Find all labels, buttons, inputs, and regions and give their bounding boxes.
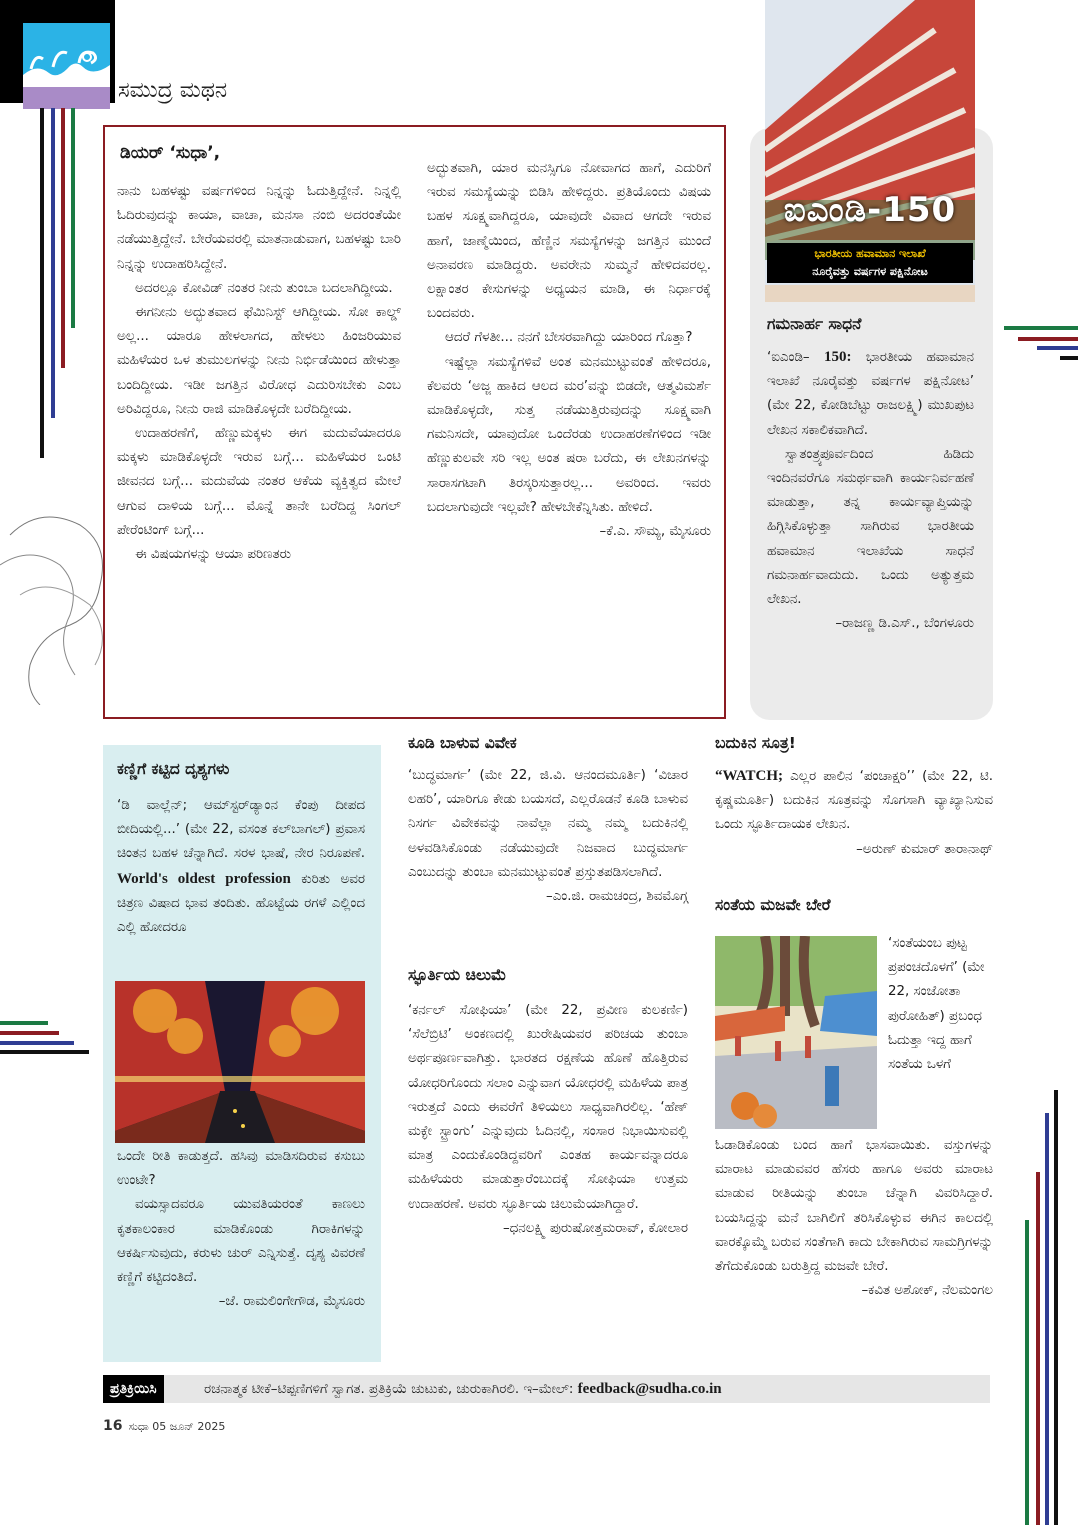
section-title: ಸಮುದ್ರ ಮಥನ [118,78,228,103]
kannige-signature: –ಜೆ. ರಾಮಲಿಂಗೇಗೌಡ, ಮೈಸೂರು [218,1294,365,1310]
imd-paragraph-text: ಭಾರತೀಯ ಹವಾಮಾನ ಇಲಾಖೆ ನೂರೈವತ್ತು ವರ್ಷಗಳ ಪಕ್ಷಿನೋಟ’ (ಮೇ 22, ಕೋಡಿಬೆಟ್ಟು ರಾಜಲಕ್ಷ್ಮಿ) ಮುಖಪುಟ ಲೇಖನ ಸಕಾಲಿಕವಾಗಿದೆ. [767,350,974,438]
baduku-signature: –ಅರುಣ್ ಕುಮಾರ್ ತಾರಾನಾಥ್ [856,841,993,857]
letter-paragraph: ಇಷ್ಟೆಲ್ಲಾ ಸಮಸ್ಯೆಗಳಿವೆ ಅಂತ ಮನಮುಟ್ಟುವಂತೆ ಹೇಳಿದರೂ, ಕೆಲವರು ‘ಅಜ್ಜ ಹಾಕಿದ ಆಲದ ಮರ’ವನ್ನು ಬಿಡದೇ, ಆತ್ಮವಿಮರ್ಶೆ ಮಾಡಿಕೊಳ್ಳದೇ, ಸುತ್ತ ನಡೆಯುತ್ತಿರುವುದನ್ನು ಸೂಕ್ಷ್ಮವಾಗಿ ಗಮನಿಸದೇ, ಯಾವುದೋ ಒಂದೆರಡು ಉದಾಹರಣೆಗಳಿಂದ ಇಡೀ ಹೆಣ್ಣುಕುಲವೇ ಸರಿ ಇಲ್ಲ ಅಂತ ಷರಾ ಬರೆದು, ಈ ಲೇಖನಗಳನ್ನು ಸಾರಾಸಗಟಾಗಿ ತಿರಸ್ಕರಿಸುತ್ತಾರಲ್ಲ... ಅವರಿಂದ. ಇವರು ಬದಲಾಗುವುದೇ ಇಲ್ಲವೇ? ಹೇಳಬೇಕೆನ್ನಿಸಿತು. ಹೇಳಿದೆ. [427,354,711,515]
imd-image-title: ಐಎಂಡಿ-150 [783,190,957,230]
imd-caption-line1: ಭಾರತೀಯ ಹವಾಮಾನ ಇಲಾಖೆ [814,247,926,260]
decor-line-red [1036,1172,1040,1525]
kannige-paragraph: ವಯಸ್ಸಾದವರೂ ಯುವತಿಯರಂತೆ ಕಾಣಲು ಕೃತಕಾಲಂಕಾರ ಮಾಡಿಕೊಂಡು ಗಿರಾಕಿಗಳನ್ನು ಆಕರ್ಷಿಸುವುದು, ಕರುಳು ಚುರ್ ಎನ್ನಿಸುತ್ತೆ. ದೃಶ್ಯ ವಿವರಣೆ ಕಣ್ಣಿಗೆ ಕಟ್ಟಿದಂತಿದೆ. [117,1197,365,1286]
koodi-body [408,764,688,909]
decor-line-black [1054,1090,1058,1525]
letter-column-2 [427,157,711,544]
decor-line-black [0,1050,89,1054]
kannige-paragraph: ಒಂದೇ ರೀತಿ ಕಾಡುತ್ತದೆ. ಹಸಿವು ಮಾಡಿಸದಿರುವ ಕಸುಬು ಉಂಟೇ? [117,1149,365,1189]
kannige-heading: ಕಣ್ಣಿಗೆ ಕಟ್ಟಿದ ದೃಶ್ಯಗಳು [117,760,230,778]
issue-date: ಸುಧಾ 05 ಜೂನ್ 2025 [128,1420,226,1433]
kannige-paragraph [117,794,365,940]
santhe-side-text [888,932,993,1077]
santhe-paragraph: ಓಡಾಡಿಕೊಂಡು ಬಂದ ಹಾಗೆ ಭಾಸವಾಯಿತು. ವಸ್ತುಗಳನ್ನು ಮಾರಾಟ ಮಾಡುವವರ ಹೆಸರು ಹಾಗೂ ಅವರು ಮಾರಾಟ ಮಾಡುವ ರೀತಿಯನ್ನು ತುಂಬಾ ಚೆನ್ನಾಗಿ ವಿವರಿಸಿದ್ದಾರೆ. ಬಯಸಿದ್ದನ್ನು ಮನೆ ಬಾಗಿಲಿಗೆ ತರಿಸಿಕೊಳ್ಳುವ ಈಗಿನ ಕಾಲದಲ್ಲಿ ವಾರಕ್ಕೊಮ್ಮೆ ಬರುವ ಸಂತೆಗಾಗಿ ಕಾದು ಬೇಕಾಗಿರುವ ಸಾಮಗ್ರಿಗಳನ್ನು ತೆಗೆದುಕೊಂಡು ಬರುತ್ತಿದ್ದ ಮಜವೇ ಬೇರೆ. [715,1138,993,1275]
letter-paragraph: ಆದರೆ ಗೆಳತೀ... ನನಗೆ ಬೇಸರವಾಗಿದ್ದು ಯಾರಿಂದ ಗೊತ್ತಾ? [445,330,693,346]
kannige-text: ಕುರಿತು ಅವರ ಚಿತ್ರಣ ವಿಷಾದ ಭಾವ ತಂದಿತು. ಹೊಟ್ಟೆಯ ರಗಳೆ ಎಲ್ಲಿಂದ ಎಲ್ಲಿ ಹೋದರೂ [117,871,365,936]
decor-line-green [0,1021,48,1025]
imd-image-caption [767,243,973,283]
kannige-body [117,794,365,940]
decor-line-green [1025,1220,1029,1525]
koodi-signature: –ಎಂ.ಜಿ. ರಾಮಚಂದ್ರ, ಶಿವಮೊಗ್ಗ [546,889,688,905]
koodi-heading: ಕೂಡಿ ಬಾಳುವ ವಿವೇಕ [408,734,517,752]
baduku-text: ಎಲ್ಲರ ಪಾಲಿನ ‘ಪಂಚಾಕ್ಷರಿ’’ (ಮೇ 22, ಟಿ. ಕೃಷ್ಣಮೂರ್ತಿ) ಬದುಕಿನ ಸೂತ್ರವನ್ನು ಸೊಗಸಾಗಿ ವ್ಯಾಖ್ಯಾನಿಸುವ ಒಂದು ಸ್ಫೂರ್ತಿದಾಯಕ ಲೇಖನ. [715,769,993,833]
sphoorti-heading: ಸ್ಫೂರ್ತಿಯ ಚಿಲುಮೆ [408,966,507,984]
feedback-email-link[interactable]: feedback@sudha.co.in [577,1381,722,1397]
koodi-paragraph: ‘ಬುದ್ಧಮಾರ್ಗ’ (ಮೇ 22, ಜಿ.ವಿ. ಆನಂದಮೂರ್ತಿ) ‘ವಿಚಾರ ಲಹರಿ’, ಯಾರಿಗೂ ಕೇಡು ಬಯಸದೆ, ಎಲ್ಲರೊಡನೆ ಕೂಡಿ ಬಾಳುವ ನಿಸರ್ಗ ವಿವೇಕವನ್ನು ನಾವೆಲ್ಲಾ ನಮ್ಮ ನಮ್ಮ ಬದುಕಿನಲ್ಲಿ ಅಳವಡಿಸಿಕೊಂಡು ನಡೆಯುವುದೇ ನಿಜವಾದ ಬುದ್ಧಮಾರ್ಗ ಎಂಬುದನ್ನು ತುಂಬಾ ಮನಮುಟ್ಟುವಂತೆ ಪ್ರಸ್ತುತಪಡಿಸಲಾಗಿದೆ. [408,768,688,880]
decor-line-blue [51,108,55,418]
imd-building-image [765,0,975,302]
santhe-heading: ಸಂತೆಯ ಮಜವೇ ಬೇರೆ [715,896,831,914]
letter-paragraph: ಅದ್ಭುತವಾಗಿ, ಯಾರ ಮನಸ್ಸಿಗೂ ನೋವಾಗದ ಹಾಗೆ, ಎದುರಿಗೆ ಇರುವ ಸಮಸ್ಯೆಯನ್ನು ಬಿಡಿಸಿ ಹೇಳಿದ್ದರು. ಪ್ರತಿಯೊಂದು ವಿಷಯ ಬಹಳ ಸೂಕ್ಷ್ಮವಾಗಿದ್ದರೂ, ಯಾವುದೇ ವಿವಾದ ಆಗದೇ ಇರುವ ಹಾಗೆ, ಜಾಣ್ಮೆಯಿಂದ, ಹೆಣ್ಣಿನ ಸಮಸ್ಯೆಗಳನ್ನು ಜಗತ್ತಿನ ಮುಂದೆ ಅನಾವರಣ ಮಾಡಿದ್ದರು. ಅವರೇನು ಸುಮ್ಮನೆ ಹೇಳಿದವರಲ್ಲ. ಲಕ್ಷಾಂತರ ಕೇಸುಗಳನ್ನು ಅಧ್ಯಯನ ಮಾಡಿ, ಈ ನಿರ್ಧಾರಕ್ಕೆ ಬಂದವರು. [427,161,711,322]
imd-signature: –ರಾಜಣ್ಣ ಡಿ.ಎಸ್., ಬೆಂಗಳೂರು [835,616,974,632]
letter-paragraph: ಅದರಲ್ಲೂ ಕೋವಿಡ್ ನಂತರ ನೀನು ತುಂಬಾ ಬದಲಾಗಿದ್ದೀಯ. [135,280,393,296]
letter-paragraph: ಈಗನೀನು ಅದ್ಭುತವಾದ ಫೆಮಿನಿಸ್ಟ್ ಆಗಿದ್ದೀಯ. ಸೋ ಕಾಲ್ಡ್ ಅಲ್ಲ... ಯಾರೂ ಹೇಳಲಾಗದ, ಹೇಳಲು ಹಿಂಜರಿಯುವ ಮಹಿಳೆಯರ ಒಳ ತುಮುಲಗಳನ್ನು ನೀನು ನಿರ್ಭಿಡೆಯಿಂದ ಹೇಳುತ್ತಾ ಬಂದಿದ್ದೀಯ. ಇಡೀ ಜಗತ್ತಿನ ವಿರೋಧ ಎದುರಿಸಬೇಕು ಎಂಬ ಅರಿವಿದ್ದರೂ, ನೀನು ರಾಜಿ ಮಾಡಿಕೊಳ್ಳದೇ ಬರೆದಿದ್ದೀಯ. [117,305,401,417]
letter-paragraph: ಈ ವಿಷಯಗಳನ್ನು ಆಯಾ ಪರಿಣತರು [135,547,291,563]
kannige-english-phrase: World's oldest profession [117,870,291,887]
imd-heading: ಗಮನಾರ್ಹ ಸಾಧನೆ [767,315,862,333]
decor-line-blue [0,1041,74,1045]
line-sketch-illustration [0,505,112,705]
decor-line-red [61,108,65,368]
sphoorti-signature: –ಧನಲಕ್ಷ್ಮಿ ಪುರುಷೋತ್ತಮರಾವ್, ಕೋಲಾರ [502,1220,688,1236]
imd-paragraph [767,345,974,443]
decor-line-red [1018,337,1078,341]
kannige-body-cont [117,1145,365,1314]
baduku-body [715,764,993,862]
decor-line-green [1004,326,1078,330]
imd-body [767,345,974,636]
santhe-paragraph: ‘ಸಂತೆಯಂಬ ಪುಟ್ಟ ಪ್ರಪಂಚದೊಳಗೆ’ (ಮೇ 22, ಸಂಜೋತಾ ಪುರೋಹಿತ್) ಪ್ರಬಂಧ ಓದುತ್ತಾ ಇದ್ದ ಹಾಗೆ ಸಂತೆಯ ಒಳಗೆ [888,936,985,1073]
market-painting-image [715,936,877,1129]
decor-line-blue [1037,346,1078,350]
page-number: 16 [103,1418,123,1434]
baduku-heading: ಬದುಕಿನ ಸೂತ್ರ! [715,734,796,752]
letter-paragraph: ನಾನು ಬಹಳಷ್ಟು ವರ್ಷಗಳಿಂದ ನಿನ್ನನ್ನು ಓದುತ್ತಿದ್ದೇನೆ. ನಿನ್ನಲ್ಲಿ ಓದಿರುವುದನ್ನು ಕಾಯಾ, ವಾಚಾ, ಮನಸಾ ನಂಬಿ ಅದರಂತೆಯೇ ನಡೆಯುತ್ತಿದ್ದೇನೆ. ಬೇರೆಯವರಲ್ಲಿ ಮಾತನಾಡುವಾಗ, ಬಹಳಷ್ಟು ಬಾರಿ ನಿನ್ನನ್ನು ಉದಾಹರಿಸಿದ್ದೇನೆ. [117,184,401,272]
santhe-body [715,1134,993,1303]
decor-line-red [0,1031,59,1035]
letter-column-1 [117,180,401,567]
feedback-message: ರಚನಾತ್ಮಕ ಟೀಕೆ–ಟಿಪ್ಪಣಿಗಳಿಗೆ ಸ್ವಾಗತ. ಪ್ರತಿಕ್ರಿಯೆ ಚುಟುಕು, ಚುರುಕಾಗಿರಲಿ. ಇ–ಮೇಲ್: [204,1382,578,1397]
sphoorti-paragraph: ‘ಕರ್ನಲ್ ಸೋಫಿಯಾ’ (ಮೇ 22, ಪ್ರವೀಣ ಕುಲಕರ್ಣಿ) ‘ಸೆಲೆಬ್ರಿಟಿ’ ಅಂಕಣದಲ್ಲಿ ಖುರೇಷಿಯವರ ಪರಿಚಯ ತುಂಬಾ ಅರ್ಥಪೂರ್ಣವಾಗಿತ್ತು. ಭಾರತದ ರಕ್ಷಣೆಯ ಹೊಣೆ ಹೊತ್ತಿರುವ ಯೋಧರಿಗೊಂದು ಸಲಾಂ ಎನ್ನುವಾಗ ಯೋಧರಲ್ಲಿ ಮಹಿಳೆಯ ಪಾತ್ರ ಇರುತ್ತದೆ ಎಂದು ಈವರೆಗೆ ತಿಳಿಯಲು ಸಾಧ್ಯವಾಗಿರಲಿಲ್ಲ. ‘ಹೆಣ್ ಮಕ್ಳೇ ಸ್ಟ್ರಾಂಗು’ ಎನ್ನುವುದು ಓದಿನಲ್ಲಿ, ಸಂಸಾರ ನಿಭಾಯಿಸುವಲ್ಲಿ ಮಾತ್ರ ಎಂದುಕೊಂಡಿದ್ದವರಿಗೆ ಎಂತಹ ಕಾರ್ಯವನ್ನಾದರೂ ಮಹಿಳೆಯರು ಮಾಡುತ್ತಾರೆಂಬುದಕ್ಕೆ ಸೋಫಿಯಾ ಉತ್ತಮ ಉದಾಹರಣೆ. ಅವರು ಸ್ಫೂರ್ತಿಯ ಚಿಲುಮೆಯಾಗಿದ್ದಾರೆ. [408,1003,688,1212]
imd-caption-line2: ನೂರೈವತ್ತು ವರ್ಷಗಳ ಪಕ್ಷಿನೋಟ [812,265,928,278]
decor-line-black [1060,356,1078,360]
decor-line-blue [1045,1113,1049,1525]
feedback-text [204,1375,722,1404]
amsterdam-canal-image [115,981,365,1143]
letter-paragraph: ಉದಾಹರಣೆಗೆ, ಹೆಣ್ಣುಮಕ್ಕಳು ಈಗ ಮದುವೆಯಾದರೂ ಮಕ್ಕಳು ಮಾಡಿಕೊಳ್ಳದೇ ಇರುವ ಬಗ್ಗೆ... ಮಹಿಳೆಯರ ಒಂಟಿ ಜೀವನದ ಬಗ್ಗೆ... ಮದುವೆಯ ನಂತರ ಆಕೆಯ ವ್ಯಕ್ತಿತ್ವದ ಮೇಲೆ ಆಗುವ ದಾಳಿಯ ಬಗ್ಗೆ... ಮೊನ್ನೆ ತಾನೇ ಬರೆದಿದ್ದ ಸಿಂಗಲ್ ಪೇರೆಂಟಿಂಗ್ ಬಗ್ಗೆ... [117,426,401,538]
kannige-text: ‘ಡಿ ವಾಲ್ಲೆನ್; ಆಮ್‌ಸ್ಟರ್‌ಡ್ಯಾಂನ ಕೆಂಪು ದೀಪದ ಬೀದಿಯಲ್ಲಿ...’ (ಮೇ 22, ವಸಂತ ಕಲ್‌ಬಾಗಲ್) ಪ್ರವಾಸ ಚಿಂತನ ಬಹಳ ಚೆನ್ನಾಗಿದೆ. ಸರಳ ಭಾಷೆ, ನೇರ ನಿರೂಪಣೆ. [117,798,365,862]
decor-line-green [71,108,75,328]
sphoorti-body [408,999,688,1241]
feedback-label: ಪ್ರತಿಕ್ರಿಯಿಸಿ [103,1375,164,1403]
decor-line-black [40,108,44,458]
imd-paragraph: ಸ್ವಾತಂತ್ರ್ಯಪೂರ್ವದಿಂದ ಹಿಡಿದು ಇಂದಿನವರೆಗೂ ಸಮರ್ಥವಾಗಿ ಕಾರ್ಯನಿರ್ವಹಣೆ ಮಾಡುತ್ತಾ, ತನ್ನ ಕಾರ್ಯವ್ಯಾಪ್ತಿಯನ್ನು ಹಿಗ್ಗಿಸಿಕೊಳ್ಳುತ್ತಾ ಸಾಗಿರುವ ಭಾರತೀಯ ಹವಾಮಾನ ಇಲಾಖೆಯ ಸಾಧನೆ ಗಮನಾರ್ಹವಾದುದು. ಒಂದು ಅತ್ಯುತ್ತಮ ಲೇಖನ. [767,446,974,608]
imd-paragraph-text: ‘ಐಎಂಡಿ– [767,350,824,365]
baduku-paragraph [715,764,993,838]
wave-splash-icon [23,23,110,109]
imd-number: 150: [823,349,852,365]
santhe-signature: –ಕವಿತ ಅಶೋಕ್, ನೆಲಮಂಗಲ [861,1283,993,1299]
logo-purple-band [23,87,110,109]
baduku-english-word: “WATCH; [715,768,784,784]
page-folio [103,1418,225,1434]
letter-signature: –ಕೆ.ಎ. ಸೌಮ್ಯ, ಮೈಸೂರು [599,524,711,540]
letter-title: ಡಿಯರ್ ‘ಸುಧಾ’, [120,143,221,163]
